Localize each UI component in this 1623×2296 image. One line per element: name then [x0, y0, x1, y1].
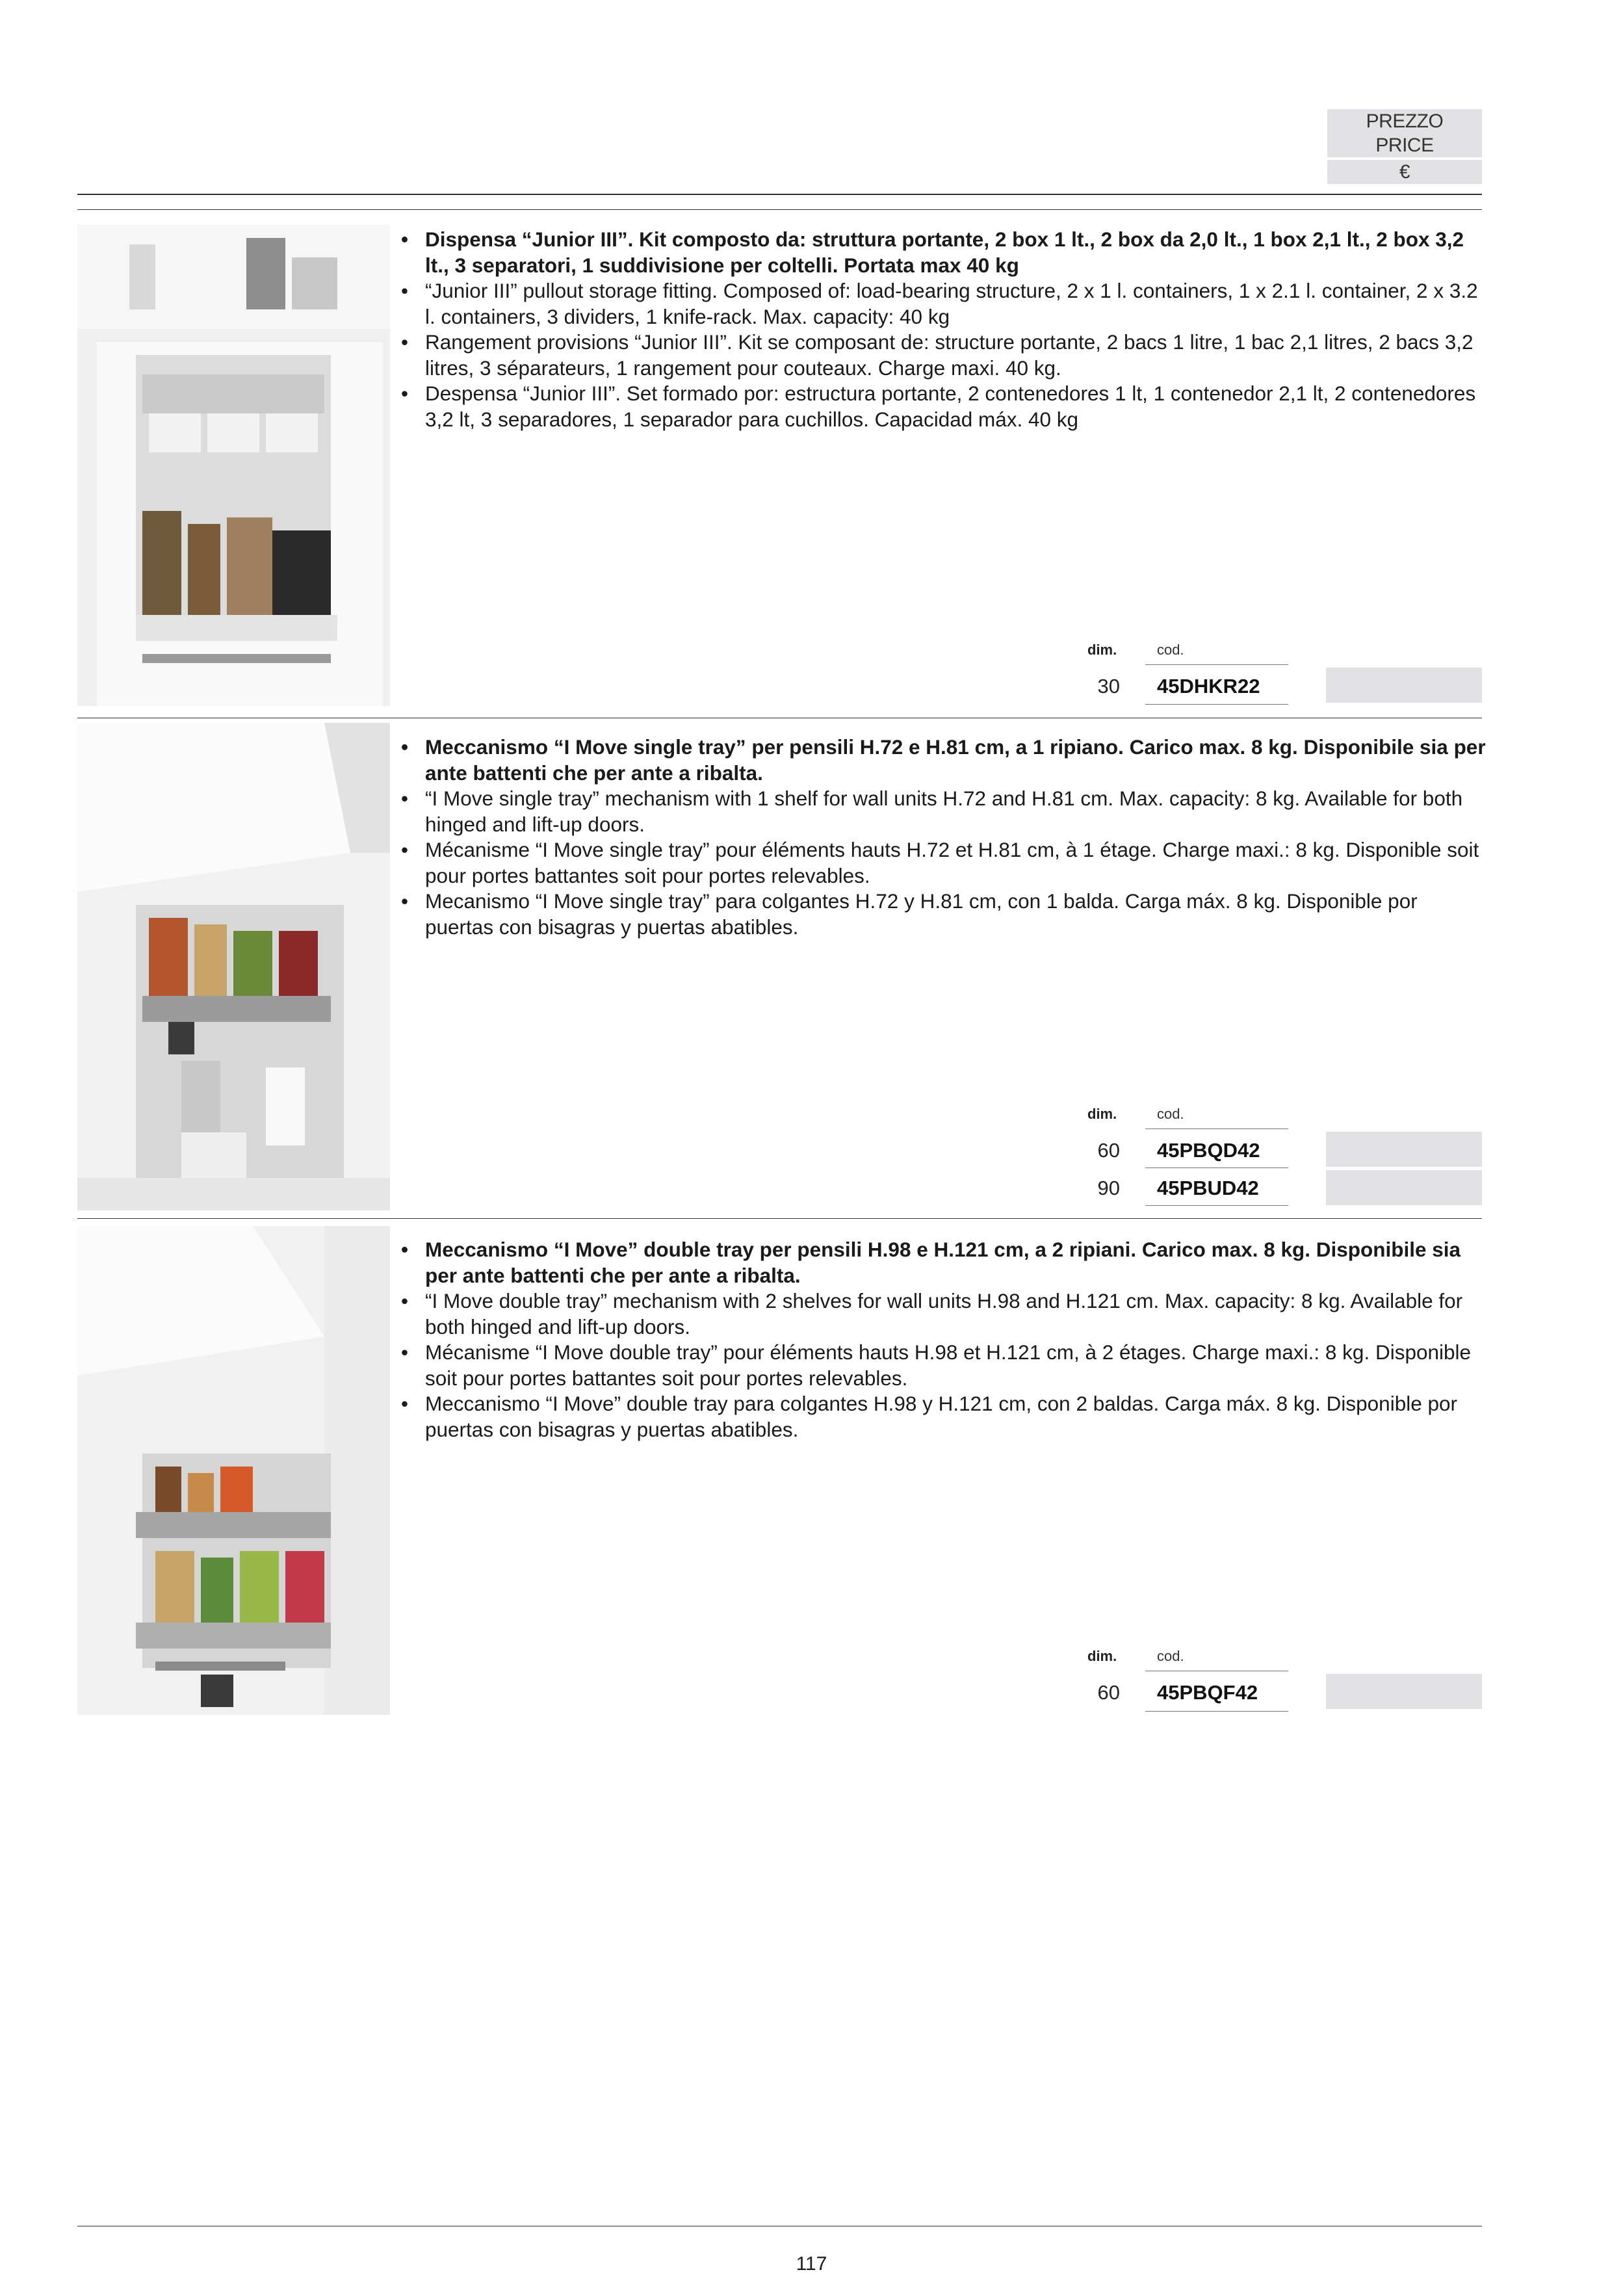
description-text: Mécanisme “I Move double tray” pour éléments hauts H.98 et H.121 cm, à 2 étages. Charge maxi.: 8 kg. Disponible soit pour portes battantes soit pour portes relevables. [425, 1340, 1472, 1390]
description-text: Rangement provisions “Junior III”. Kit se composant de: structure portante, 2 bacs 1 litre, 1 bac 2,1 litres, 2 bacs 3,2 litres, 3 séparateurs, 1 rangement pour couteaux. Charge maxi. 40 kg. [425, 330, 1474, 380]
description-item [401, 837, 1487, 889]
price-header-it: PREZZO [1366, 111, 1444, 132]
price-box [1326, 1170, 1482, 1205]
description-item [401, 889, 1487, 940]
price-box [1326, 1674, 1482, 1709]
bullet: • [401, 1289, 409, 1312]
description-text: Despensa “Junior III”. Set formado por: estructura portante, 2 contenedores 1 lt, 1 contenedor 2,1 lt, 2 contenedores 3,2 lt, 3 separadores, 1 separador para cuchillos. Capacidad máx. 40 kg [425, 382, 1476, 431]
price-header [1327, 109, 1482, 184]
description-text: Mecanismo “I Move single tray” para colgantes H.72 y H.81 cm, con 1 balda. Carga máx. 8 kg. Disponible por puertas con bisagras y puertas abatibles. [425, 889, 1418, 939]
cod-header: cod. [1157, 1648, 1184, 1664]
description-text: Meccanismo “I Move single tray” per pensili H.72 e H.81 cm, a 1 ripiano. Carico max. 8 kg. Disponibile sia per ante battenti che per ante a ribalta. [425, 735, 1486, 785]
bullet: • [401, 1238, 409, 1261]
product-description [401, 1237, 1487, 1442]
product-code: 45DHKR22 [1157, 675, 1260, 698]
product-description [401, 735, 1487, 940]
price-box [1326, 668, 1482, 703]
bullet: • [401, 889, 409, 913]
description-item [401, 381, 1487, 432]
price-header-en: PRICE [1375, 135, 1434, 156]
bullet: • [401, 787, 409, 810]
dim-header: dim. [1087, 642, 1117, 658]
product-description [401, 227, 1487, 432]
bullet: • [401, 382, 409, 405]
description-item [401, 227, 1487, 278]
product-code: 45PBQD42 [1157, 1139, 1260, 1162]
description-text: “Junior III” pullout storage fitting. Composed of: load-bearing structure, 2 x 1 l. containers, 1 x 2.1 l. container, 2 x 3.2 l. containers, 3 dividers, 1 knife-rack. Max. capacity: 40 kg [425, 279, 1478, 328]
product-code: 45PBUD42 [1157, 1177, 1259, 1199]
dimension-value: 60 [1097, 1681, 1120, 1704]
description-item [401, 1340, 1487, 1391]
dimension-value: 90 [1097, 1177, 1120, 1199]
page-number: 117 [796, 2253, 827, 2275]
code-row-rule [1145, 704, 1288, 705]
product-code: 45PBQF42 [1157, 1681, 1258, 1704]
bullet: • [401, 735, 409, 759]
product-description-list [401, 227, 1487, 432]
description-item [401, 1288, 1487, 1340]
dimension-value: 30 [1097, 675, 1120, 698]
header-rule-top [77, 194, 1482, 195]
dim-header: dim. [1087, 1106, 1117, 1122]
junior-iii-pullout-photo [77, 225, 390, 706]
price-header-currency: € [1327, 160, 1482, 184]
bullet: • [401, 228, 409, 251]
description-item [401, 330, 1487, 381]
product-description-list [401, 735, 1487, 940]
description-text: Dispensa “Junior III”. Kit composto da: struttura portante, 2 box 1 lt., 2 box da 2,0 lt., 1 box 2,1 lt., 2 box 3,2 lt., 3 separatori, 1 suddivisione per coltelli. Portata max 40 kg [425, 228, 1464, 277]
dim-header: dim. [1087, 1648, 1117, 1664]
description-text: Meccanismo “I Move” double tray per pensili H.98 e H.121 cm, a 2 ripiani. Carico max. 8 kg. Disponibile sia per ante battenti che per ante a ribalta. [425, 1238, 1461, 1287]
i-move-single-tray-photo [77, 723, 390, 1210]
bullet: • [401, 838, 409, 861]
dimension-value: 60 [1097, 1139, 1120, 1162]
description-text: “I Move double tray” mechanism with 2 shelves for wall units H.98 and H.121 cm. Max. capacity: 8 kg. Available for both hinged and lift-up doors. [425, 1289, 1463, 1338]
price-header-label [1327, 109, 1482, 157]
description-item [401, 1391, 1487, 1442]
description-text: “I Move single tray” mechanism with 1 shelf for wall units H.72 and H.81 cm. Max. capacity: 8 kg. Available for both hinged and lift-up doors. [425, 787, 1463, 836]
bullet: • [401, 1340, 409, 1364]
i-move-double-tray-photo [77, 1226, 390, 1715]
section-divider [77, 1218, 1482, 1219]
price-box [1326, 1132, 1482, 1167]
code-row-rule [1145, 1711, 1288, 1712]
code-header-rule [1145, 1128, 1288, 1129]
cod-header: cod. [1157, 1106, 1184, 1122]
description-item [401, 1237, 1487, 1288]
description-text: Meccanismo “I Move” double tray para colgantes H.98 y H.121 cm, con 2 baldas. Carga máx. 8 kg. Disponible por puertas con bisagras y puertas abatibles. [425, 1392, 1458, 1441]
description-item [401, 735, 1487, 786]
bullet: • [401, 1392, 409, 1415]
code-header-rule [1145, 664, 1288, 665]
product-description-list [401, 1237, 1487, 1442]
bullet: • [401, 279, 409, 302]
description-item [401, 278, 1487, 330]
description-text: Mécanisme “I Move single tray” pour éléments hauts H.72 et H.81 cm, à 1 étage. Charge maxi.: 8 kg. Disponible soit pour portes battantes soit pour portes relevables. [425, 838, 1479, 887]
header-rule-bottom [77, 209, 1482, 210]
description-item [401, 786, 1487, 837]
cod-header: cod. [1157, 642, 1184, 658]
bullet: • [401, 330, 409, 354]
code-row-rule [1145, 1205, 1288, 1206]
